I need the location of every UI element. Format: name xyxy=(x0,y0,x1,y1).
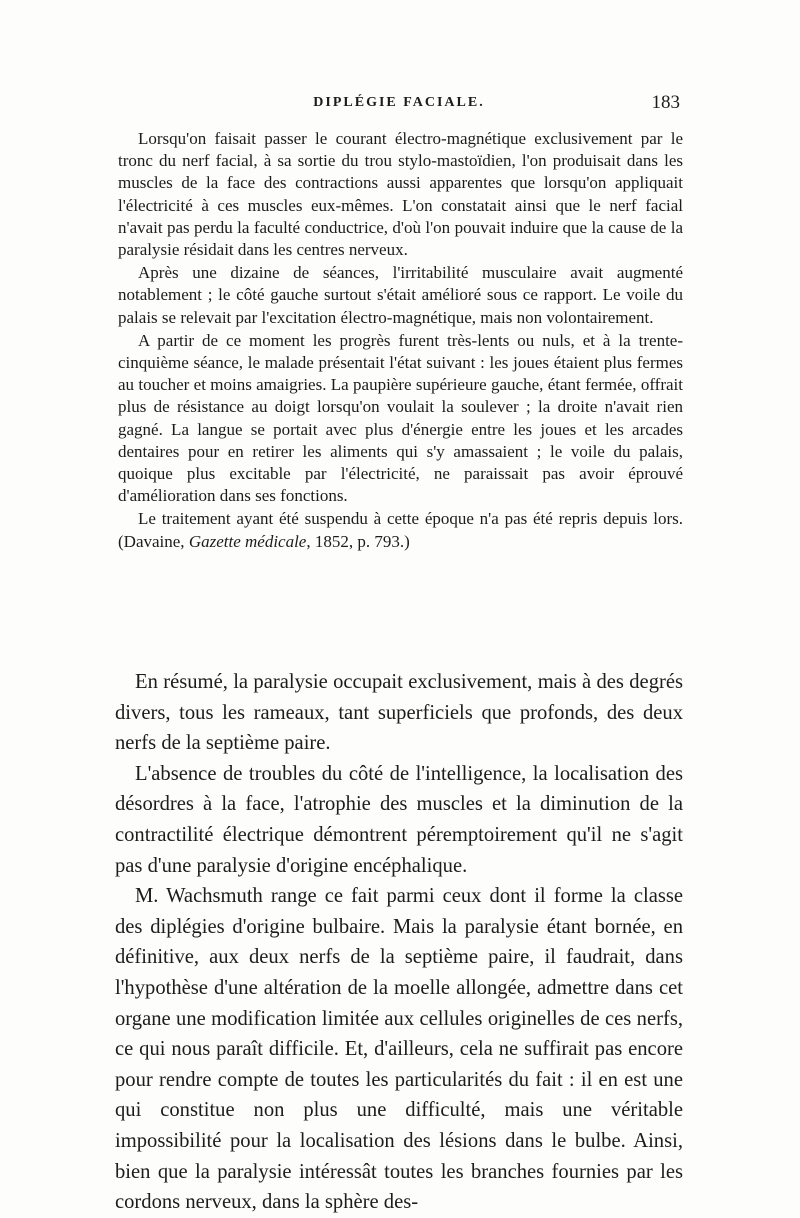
discussion-section xyxy=(115,667,683,1218)
case-paragraph-1: Lorsqu'on faisait passer le courant électro-magnétique exclusivement par le tronc du nerf facial, à sa sortie du trou stylo-mastoïdien, l'on produisait dans les muscles de la face des contractions aussi apparentes que lorsqu'on appliquait l'électricité à ces muscles eux-mêmes. L'on constatait ainsi que le nerf facial n'avait pas perdu la faculté conductrice, d'où l'on pouvait induire que la cause de la paralysie résidait dans les centres nerveux. xyxy=(118,129,683,260)
case-paragraph-3: A partir de ce moment les progrès furent très-lents ou nuls, et à la trente-cinquième séance, le malade présentait l'état suivant : les joues étaient plus fermes au toucher et moins amaigries. La paupière supérieure gauche, étant fermée, offrait plus de résistance au doigt lorsqu'on voulait la soulever ; la droite n'avait rien gagné. La langue se portait avec plus d'énergie entre les joues et les arcades dentaires pour en retirer les aliments qui s'y amassaient ; le voile du palais, quoique plus excitable par l'électricité, ne paraissait pas avoir éprouvé d'amélioration dans ses fonctions. xyxy=(118,330,683,506)
case-paragraph-2: Après une dizaine de séances, l'irritabilité musculaire avait augmenté notablement ; le côté gauche surtout s'était amélioré sous ce rapport. Le voile du palais se relevait par l'excitation électro-magnétique, mais non volontairement. xyxy=(118,263,683,327)
discussion-paragraph-2: L'absence de troubles du côté de l'intelligence, la localisation des désordres à la face, l'atrophie des muscles et la diminution de la contractilité électrique démontrent péremptoirement qu'il ne s'agit pas d'une paralysie d'origine encéphalique. xyxy=(115,762,683,877)
discussion-paragraph-3: M. Wachsmuth range ce fait parmi ceux dont il forme la classe des diplégies d'origine bulbaire. Mais la paralysie étant bornée, en définitive, aux deux nerfs de la septième paire, il faudrait, dans l'hypothèse d'une altération de la moelle allongée, admettre dans cet organe une modification limitée aux cellules originelles de ces nerfs, ce qui nous paraît difficile. Et, d'ailleurs, cela ne suffirait pas encore pour rendre compte de toutes les particularités du fait : il en est une qui constitue non plus une difficulté, mais une véritable impossibilité pour la localisation des lésions dans le bulbe. Ainsi, bien que la paralysie intéressât toutes les branches fournies par les cordons nerveux, dans la sphère des- xyxy=(115,885,683,1214)
citation-end: , 1852, p. 793.) xyxy=(306,531,410,551)
case-paragraph-4-text: Le traitement ayant été suspendu à cette époque n'a pas été repris depuis lors. (Davaine, xyxy=(118,509,683,551)
page-number: 183 xyxy=(651,92,680,113)
case-report-section xyxy=(118,128,683,553)
running-title: DIPLÉGIE FACIALE. xyxy=(313,95,485,110)
discussion-paragraph-1: En résumé, la paralysie occupait exclusivement, mais à des degrés divers, tous les rameaux, tant superficiels que profonds, des deux nerfs de la septième paire. xyxy=(115,671,683,755)
case-paragraph-4 xyxy=(118,508,683,552)
journal-title: Gazette médicale xyxy=(188,531,307,551)
page-header xyxy=(118,92,680,117)
